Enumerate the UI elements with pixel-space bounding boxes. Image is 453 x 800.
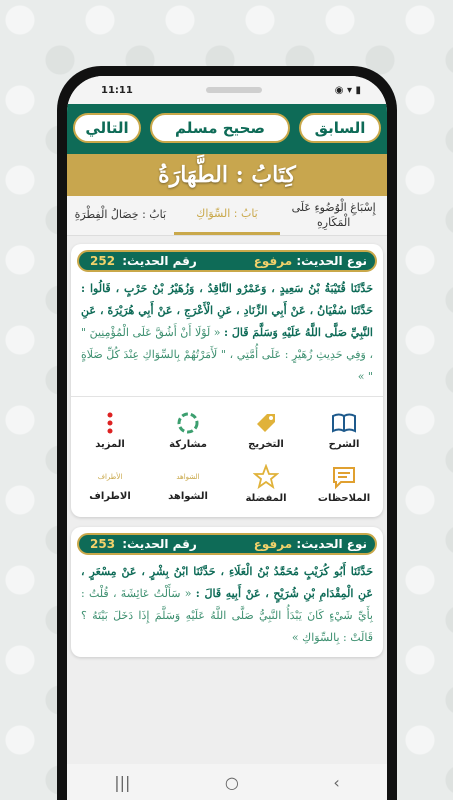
sharh-button[interactable] [305,403,383,457]
hadith-text[interactable] [71,272,383,396]
hadith-actions [71,396,383,517]
hadith-text[interactable] [71,555,383,657]
notes-label: الملاحظات [317,493,371,504]
more-label: المزيد [95,439,125,450]
recent-apps-button[interactable]: ||| [114,772,131,792]
hadith-list[interactable] [67,236,387,800]
status-bar [67,76,387,104]
hadith-grade: مرفوع [253,254,293,268]
hadith-matn: « سَأَلْتُ عَائِشَةَ ، قُلْتُ : بِأَيِّ شَيْءٍ كَانَ يَبْدَأُ النَّبِيُّ صَلَّى اللَّهُ عَلَيْهِ وَسَلَّمَ إِذَا دَخَلَ بَيْتَهُ ؟ قَالَتْ : بِالسِّوَاكِ » [81,587,373,644]
atraf-button[interactable] [71,457,149,511]
tab-fitra[interactable]: بَابُ : خِصَالُ الْفِطْرَةِ [74,208,167,222]
hadith-isnad: حَدَّثَنَا قُتَيْبَةُ بْنُ سَعِيدٍ ، وَعَمْرٌو النَّاقِدُ ، وَزُهَيْرُ بْنُ حَرْبٍ ، قَالُوا : حَدَّثَنَا سُفْيَانُ ، عَنْ أَبِي الزِّنَادِ ، عَنِ الْأَعْرَجِ ، عَنْ أَبِي هُرَيْرَةَ ، عَنِ النَّبِيِّ صَلَّى اللَّهُ عَلَيْهِ وَسَلَّمَ قَالَ : [81,282,373,339]
hadith-type-label: نوع الحديث: [296,254,367,268]
atraf-mini: الأطراف [97,473,123,481]
more-button[interactable] [71,403,149,457]
hadith-isnad: حَدَّثَنَا أَبُو كُرَيْبٍ مُحَمَّدُ بْنُ الْعَلَاءِ ، حَدَّثَنَا ابْنُ بِشْرٍ ، عَنْ مِسْعَرٍ ، عَنِ الْمِقْدَامِ بْنِ شُرَيْحٍ ، عَنْ أَبِيهِ قَالَ : [81,565,373,600]
screen [67,76,387,800]
chapter-tabs [67,196,387,236]
shawahid-mini: الشواهد [176,473,200,481]
atraf-label: الاطراف [89,491,131,502]
book-title: كِتَابُ : الطَّهَارَةُ [67,152,387,196]
hadith-number-group [87,537,197,551]
share-label: مشاركة [169,439,207,450]
favorite-button[interactable] [227,457,305,511]
shawahid-label: الشواهد [168,491,208,502]
phone-frame [57,66,397,800]
star-icon [253,464,279,490]
note-icon [331,464,357,490]
hadith-number-group [87,254,197,268]
tag-icon [253,410,279,436]
more-icon [97,410,123,436]
next-button[interactable]: التالي [73,113,141,143]
hadith-grade: مرفوع [253,537,293,551]
book-icon [331,410,357,436]
share-icon [175,410,201,436]
takhrij-button[interactable] [227,403,305,457]
app-header [67,104,387,152]
favorite-label: المفضلة [245,493,287,504]
back-button[interactable]: ‹ [333,772,340,792]
shawahid-button[interactable] [149,457,227,511]
takhrij-label: التخريج [248,439,284,450]
tab-siwak[interactable]: بَابُ : السِّوَاكِ [174,196,281,235]
hadith-header [77,533,377,555]
hadith-number: 252 [90,254,116,268]
tab-isbagh[interactable]: إِسْبَاغِ الْوُضُوءِ عَلَى الْمَكَارِهِ [291,201,376,229]
system-nav-bar [67,764,387,800]
share-button[interactable] [149,403,227,457]
hadith-header [77,250,377,272]
notch [206,87,262,93]
prev-button[interactable]: السابق [299,113,381,143]
hadith-card [71,527,383,657]
hadith-card [71,244,383,517]
hadith-number-label: رقم الحديث: [122,254,197,268]
sharh-label: الشرح [328,439,360,450]
notes-button[interactable] [305,457,383,511]
status-time: 11:11 [101,84,133,96]
hadith-type-group [254,254,367,268]
hadith-number: 253 [90,537,116,551]
hadith-type-label: نوع الحديث: [296,537,367,551]
hadith-matn: « لَوْلَا أَنْ أَشُقَّ عَلَى الْمُؤْمِنِينَ " ، وَفِي حَدِيثِ زُهَيْرٍ : عَلَى أُمَّتِي ، " لَأَمَرْتُهُمْ بِالسِّوَاكِ عِنْدَ كُلِّ صَلَاةٍ " » [81,326,373,383]
hadith-type-group [254,537,367,551]
hadith-number-label: رقم الحديث: [122,537,197,551]
app-title: صحيح مسلم [150,113,290,143]
status-icons: ◉ ▾ ▮ [334,84,361,96]
home-button[interactable]: ○ [224,772,239,792]
